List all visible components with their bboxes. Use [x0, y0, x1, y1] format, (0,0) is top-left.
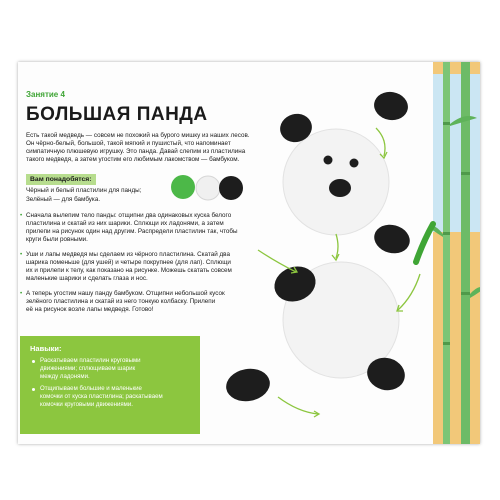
black-plasticine	[219, 176, 243, 200]
skill-line: между ладонями.	[40, 373, 90, 380]
page-title: БОЛЬШАЯ ПАНДА	[26, 104, 208, 125]
bullet-icon: •	[20, 212, 23, 219]
step-line: круги были ровными.	[26, 236, 88, 243]
bullet-icon: •	[20, 290, 23, 297]
lesson-number: Занятие 4	[26, 90, 65, 99]
panda-right-upper-paw	[371, 221, 413, 257]
skill-line: движениями; сплющиваем шарик	[40, 365, 136, 372]
materials-item: Чёрный и белый пластилин для панды;	[26, 187, 142, 194]
bamboo-stick	[416, 224, 433, 262]
step-line: А теперь угостим нашу панду бамбуком. Отщипни небольшой кусок	[26, 290, 225, 297]
materials-item: Зелёный — для бамбука.	[26, 196, 101, 203]
step-line: их и прилепи к телу, как показано на рисунке. Можешь скатать совсем	[26, 267, 232, 274]
step-line: Сначала вылепим тело панды: отщипни два одинаковых куска белого	[26, 212, 232, 219]
skills-box	[20, 336, 200, 434]
intro-line: Есть такой медведь — совсем не похожий на бурого мишку из наших лесов.	[26, 132, 250, 139]
curved-arrow-icon	[336, 234, 338, 258]
step-line: шарика поменьше (для ушей) и четыре покрупнее (для лап). Сплющи	[26, 259, 231, 266]
bullet-icon	[32, 388, 35, 391]
skill-line: Отщипываем большие и маленькие	[40, 385, 142, 392]
materials-label: Вам понадобятся:	[26, 174, 96, 185]
panda-left-lower-paw	[224, 365, 273, 404]
skill-line: комочки круговыми движениями.	[40, 401, 133, 408]
panda-left-eye	[324, 156, 333, 165]
bullet-icon	[32, 360, 35, 363]
green-plasticine	[171, 175, 195, 199]
step-line: пластилина и скатай из них шарики. Сплющи их ладонями, а затем	[26, 220, 224, 227]
white-plasticine	[196, 176, 220, 200]
step-line: маленькие шарики и сделать глаза и нос.	[26, 275, 148, 282]
curved-arrow-icon	[398, 274, 420, 310]
intro-line: такого медведя, а затем угостим его любимым лакомством — бамбуком.	[26, 156, 240, 163]
panda-nose	[329, 179, 351, 197]
panda-right-ear	[372, 89, 410, 122]
panda-right-eye	[350, 159, 359, 168]
step-line: прилепи на рисунок один над другим. Распредели пластилин так, чтобы	[26, 228, 238, 235]
step-line: её на рисунок возле лапы медведя. Готово!	[26, 306, 154, 313]
step-line: зелёного пластилина и скатай из него тонкую колбаску. Прилепи	[26, 298, 216, 305]
step-line: Уши и лапы медведя мы сделаем из чёрного пластилина. Скатай два	[26, 251, 230, 258]
workbook-page	[18, 62, 480, 444]
curved-arrow-icon	[278, 397, 318, 414]
bullet-icon: •	[20, 251, 23, 258]
skill-line: комочки от куска пластилина; раскатываем	[40, 393, 163, 400]
intro-line: симпатичную плюшевую игрушку. Это панда. Давай слепим из пластилина	[26, 148, 246, 155]
intro-line: Он чёрно-белый, большой, такой мягкий и пушистый, что напоминает	[26, 140, 231, 147]
skill-line: Раскатываем пластилин круговыми	[40, 357, 141, 364]
skills-title: Навыки:	[30, 344, 62, 353]
